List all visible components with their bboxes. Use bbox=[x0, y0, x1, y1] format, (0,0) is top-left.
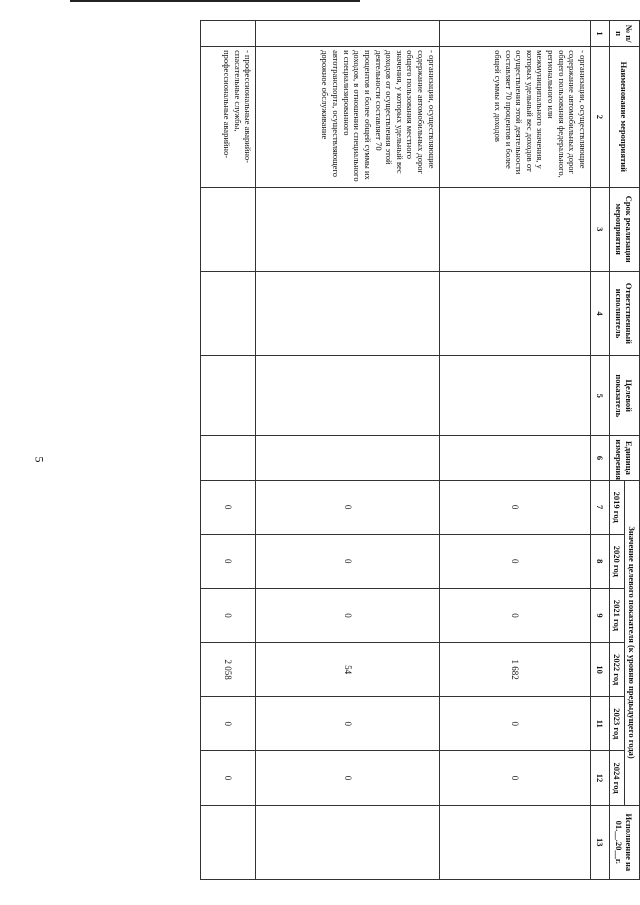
value-cell: 0 bbox=[439, 480, 590, 534]
execution-cell bbox=[201, 805, 256, 879]
unit-cell bbox=[256, 436, 439, 480]
page-number: 5 bbox=[32, 456, 47, 463]
deadline-cell bbox=[256, 187, 439, 271]
execution-cell bbox=[439, 805, 590, 879]
measure-text: - организации, осуществляющие содержание автомобильных дорог общего пользования федерального, регионального или межмуниципального значения, у которых удельный вес доходов от осуществления этой деятельности составляет 70 процентов и более общей суммы их доходов bbox=[439, 47, 590, 187]
header-responsible: Ответственный исполнитель bbox=[610, 271, 640, 355]
unit-cell bbox=[439, 436, 590, 480]
responsible-cell bbox=[439, 271, 590, 355]
table-row bbox=[256, 21, 439, 880]
unit-cell bbox=[201, 436, 256, 480]
index-cell: 7 bbox=[591, 480, 610, 534]
measure-text: - профессиональные аварийно-спасательные службы, профессиональные аварийно- bbox=[201, 47, 256, 187]
index-cell: 5 bbox=[591, 356, 610, 436]
execution-cell bbox=[256, 805, 439, 879]
header-target-indicator: Целевой показатель bbox=[610, 356, 640, 436]
header-row bbox=[625, 21, 640, 880]
value-cell: 1 682 bbox=[439, 643, 590, 697]
value-cell: 0 bbox=[201, 751, 256, 805]
value-cell: 0 bbox=[256, 697, 439, 751]
index-cell: 1 bbox=[591, 21, 610, 47]
measure-text: - организации, осуществляющие содержание автомобильных дорог общего пользования местного значения, у которых удельный вес доходов от осуществления этой деятельности составляет 70 процентов и более общей суммы их доходов, в отношении специального и специализированного автотранспорта, осуществляющего дорожное обслуживание bbox=[256, 47, 439, 187]
header-year: 2024 год bbox=[610, 751, 625, 805]
value-cell: 54 bbox=[256, 643, 439, 697]
deadline-cell bbox=[201, 187, 256, 271]
index-cell: 4 bbox=[591, 271, 610, 355]
value-cell: 0 bbox=[439, 534, 590, 588]
indicator-cell bbox=[439, 356, 590, 436]
index-cell: 9 bbox=[591, 588, 610, 642]
value-cell: 0 bbox=[201, 697, 256, 751]
index-cell: 8 bbox=[591, 534, 610, 588]
column-index-row bbox=[591, 21, 610, 880]
value-cell: 0 bbox=[256, 751, 439, 805]
header-deadline: Срок реализации мероприятия bbox=[610, 187, 640, 271]
row-number-cell bbox=[439, 21, 590, 47]
deadline-cell bbox=[439, 187, 590, 271]
value-cell: 0 bbox=[256, 534, 439, 588]
row-number-cell bbox=[201, 21, 256, 47]
indicator-cell bbox=[201, 356, 256, 436]
index-cell: 13 bbox=[591, 805, 610, 879]
indicator-cell bbox=[256, 356, 439, 436]
index-cell: 12 bbox=[591, 751, 610, 805]
measures-table bbox=[200, 20, 640, 880]
index-cell: 10 bbox=[591, 643, 610, 697]
value-cell: 0 bbox=[201, 588, 256, 642]
value-cell: 0 bbox=[256, 480, 439, 534]
header-year: 2020 год bbox=[610, 534, 625, 588]
header-year: 2019 год bbox=[610, 480, 625, 534]
table-row bbox=[439, 21, 590, 880]
table-row bbox=[201, 21, 256, 880]
header-measures: Наименование мероприятий bbox=[610, 47, 640, 187]
row-number-cell bbox=[256, 21, 439, 47]
header-unit: Единица измерения bbox=[610, 436, 640, 480]
responsible-cell bbox=[201, 271, 256, 355]
index-cell: 3 bbox=[591, 187, 610, 271]
rotated-table-wrapper bbox=[200, 20, 640, 880]
value-cell: 0 bbox=[256, 588, 439, 642]
top-rule bbox=[70, 0, 360, 2]
value-cell: 0 bbox=[201, 534, 256, 588]
value-cell: 0 bbox=[439, 751, 590, 805]
header-year: 2023 год bbox=[610, 697, 625, 751]
index-cell: 6 bbox=[591, 436, 610, 480]
value-cell: 0 bbox=[439, 697, 590, 751]
header-number: № п/п bbox=[610, 21, 640, 47]
index-cell: 2 bbox=[591, 47, 610, 187]
header-target-values: Значение целевого показателя (к уровню предыдущего года) bbox=[625, 480, 640, 805]
value-cell: 2 058 bbox=[201, 643, 256, 697]
value-cell: 0 bbox=[439, 588, 590, 642]
index-cell: 11 bbox=[591, 697, 610, 751]
header-execution: Исполнение на 01.__.20__г. bbox=[610, 805, 640, 879]
header-year: 2022 год bbox=[610, 643, 625, 697]
value-cell: 0 bbox=[201, 480, 256, 534]
responsible-cell bbox=[256, 271, 439, 355]
header-year: 2021 год bbox=[610, 588, 625, 642]
